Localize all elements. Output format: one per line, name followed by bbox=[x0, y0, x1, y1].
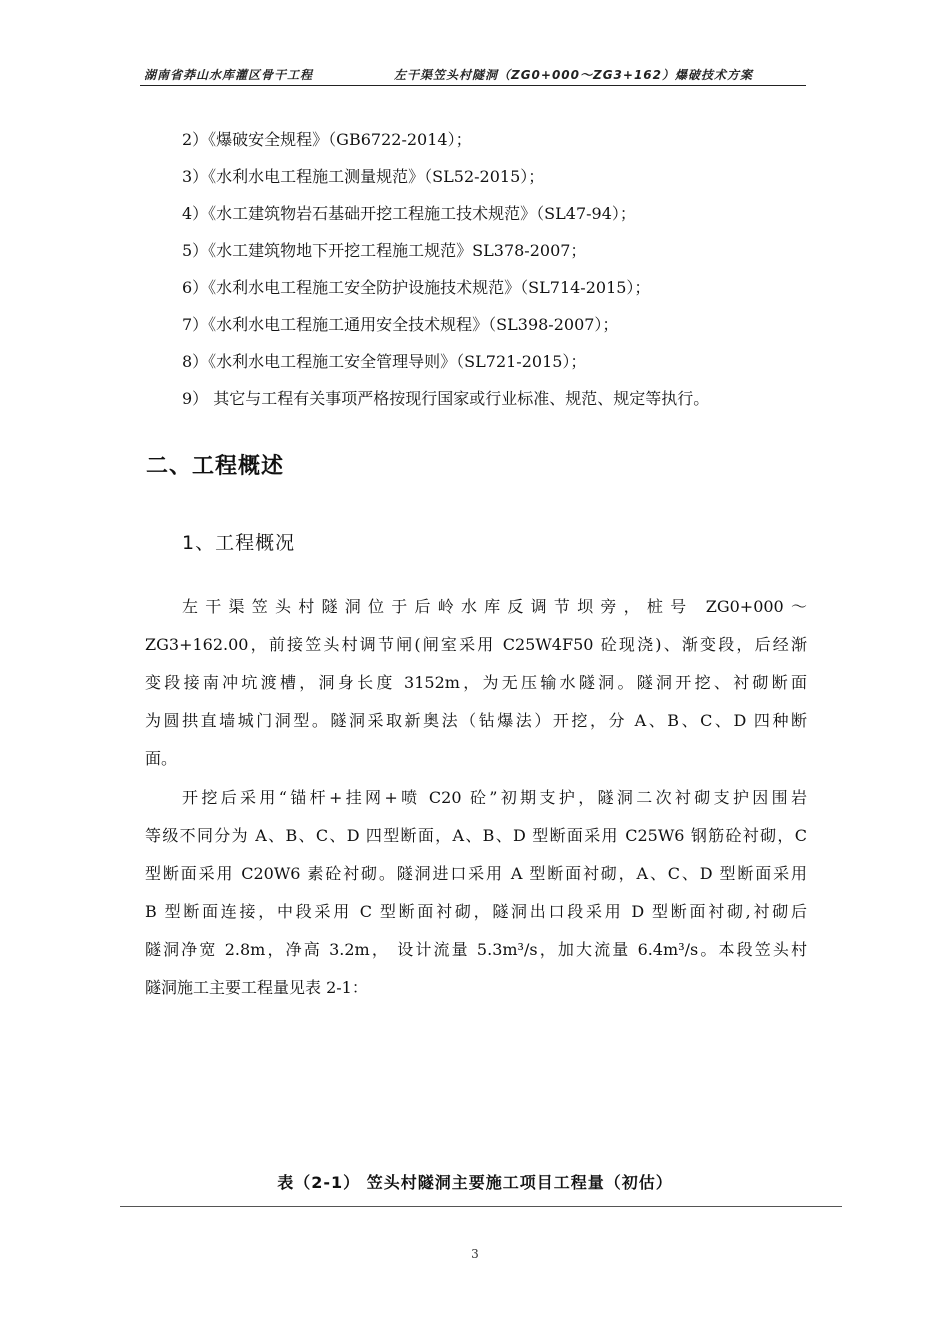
paragraph-line: ZG3+162.00，前接笠头村调节闸(闸室采用 C25W4F50 砼现浇)、渐变段，后经渐 bbox=[145, 635, 807, 654]
paragraph-line: 等级不同分为 A、B、C、D 四型断面，A、B、D 型断面采用 C25W6 钢筋砼衬砌，C bbox=[145, 826, 807, 845]
page-number: 3 bbox=[471, 1247, 479, 1261]
header-divider bbox=[140, 85, 806, 86]
reference-item: 5）《水工建筑物地下开挖工程施工规范》SL378-2007； bbox=[182, 241, 587, 260]
section-title: 二、工程概述 bbox=[146, 454, 285, 479]
paragraph-line: 开挖后采用“锚杆+挂网+喷 C20 砼”初期支护，隧洞二次衬砌支护因围岩 bbox=[182, 788, 807, 807]
reference-item: 6）《水利水电工程施工安全防护设施技术规范》（SL714-2015）； bbox=[182, 278, 651, 297]
paragraph-line: 隧洞净宽 2.8m，净高 3.2m， 设计流量 5.3m³/s，加大流量 6.4m³/s。本段笠头村 bbox=[145, 940, 807, 959]
paragraph-line: 型断面采用 C20W6 素砼衬砌。隧洞进口采用 A 型断面衬砌，A、C、D 型断面采用 bbox=[145, 864, 807, 883]
header-project-name: 湖南省莽山水库灌区骨干工程 bbox=[144, 68, 314, 82]
page-header bbox=[144, 62, 806, 84]
reference-item: 3）《水利水电工程施工测量规范》（SL52-2015）； bbox=[182, 167, 545, 186]
subsection-title: 1、工程概况 bbox=[182, 532, 296, 554]
paragraph-line: 为圆拱直墙城门洞型。隧洞采取新奥法（钻爆法）开挖，分 A、B、C、D 四种断 bbox=[145, 711, 807, 730]
table-caption: 表（2-1） 笠头村隧洞主要施工项目工程量（初估） bbox=[277, 1173, 673, 1192]
reference-item: 8）《水利水电工程施工安全管理导则》（SL721-2015）； bbox=[182, 352, 587, 371]
paragraph-line: 变段接南冲坑渡槽，洞身长度 3152m，为无压输水隧洞。隧洞开挖、衬砌断面 bbox=[145, 673, 807, 692]
reference-item: 2）《爆破安全规程》（GB6722-2014）； bbox=[182, 130, 472, 149]
reference-item: 4）《水工建筑物岩石基础开挖工程施工技术规范》（SL47-94）； bbox=[182, 204, 636, 223]
table-top-border bbox=[120, 1206, 842, 1207]
reference-item: 9） 其它与工程有关事项严格按现行国家或行业标准、规范、规定等执行。 bbox=[182, 389, 710, 408]
paragraph-line: B 型断面连接，中段采用 C 型断面衬砌，隧洞出口段采用 D 型断面衬砌,衬砌后 bbox=[145, 902, 807, 921]
paragraph-line: 面。 bbox=[145, 749, 178, 768]
header-document-title: 左干渠笠头村隧洞（ZG0+000～ZG3+162）爆破技术方案 bbox=[394, 68, 754, 82]
paragraph-line: 隧洞施工主要工程量见表 2-1： bbox=[145, 978, 368, 997]
paragraph-line: 左干渠笠头村隧洞位于后岭水库反调节坝旁，桩号 ZG0+000～ bbox=[182, 597, 807, 616]
reference-item: 7）《水利水电工程施工通用安全技术规程》（SL398-2007）； bbox=[182, 315, 619, 334]
